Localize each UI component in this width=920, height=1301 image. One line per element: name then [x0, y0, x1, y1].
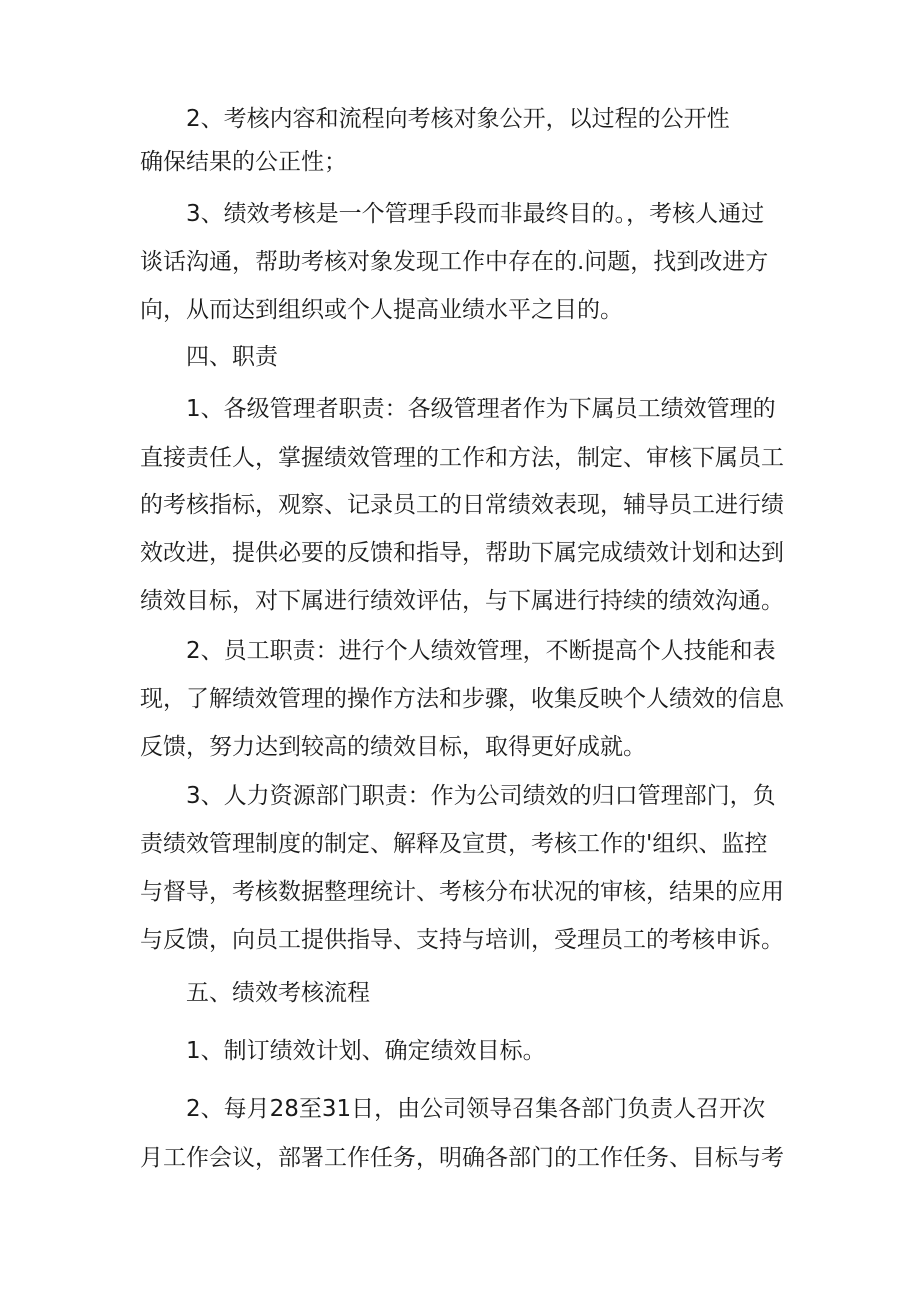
- text-line: 效改进，提供必要的反馈和指导，帮助下属完成绩效计划和达到: [140, 540, 784, 566]
- text-line: 月工作会议，部署工作任务，明确各部门的工作任务、目标与考: [140, 1145, 784, 1171]
- text-line: 1、制订绩效计划、确定绩效目标。: [186, 1038, 546, 1064]
- text-line: 3、绩效考核是一个管理手段而非最终目的。，考核人通过: [186, 201, 765, 227]
- section-heading: 四、职责: [186, 344, 278, 370]
- text-line: 3、人力资源部门职责：作为公司绩效的归口管理部门，负: [186, 783, 776, 809]
- text-line: 现，了解绩效管理的操作方法和步骤，收集反映个人绩效的信息: [140, 686, 784, 712]
- text-line: 的考核指标，观察、记录员工的日常绩效表现，辅导员工进行绩: [140, 492, 784, 518]
- text-line: 责绩效管理制度的制定、解释及宣贯，考核工作的'组织、监控: [140, 831, 768, 857]
- text-line: 向，从而达到组织或个人提高业绩水平之目的。: [140, 297, 623, 323]
- section-heading: 五、绩效考核流程: [186, 980, 370, 1006]
- text-line: 2、每月28至31日，由公司领导召集各部门负责人召开次: [186, 1096, 766, 1122]
- text-line: 与督导，考核数据整理统计、考核分布状况的审核，结果的应用: [140, 879, 784, 905]
- text-line: 绩效目标，对下属进行绩效评估，与下属进行持续的绩效沟通。: [140, 588, 784, 614]
- text-line: 直接责任人，掌握绩效管理的工作和方法，制定、审核下属员工: [140, 445, 784, 471]
- text-line: 与反馈，向员工提供指导、支持与培训，受理员工的考核申诉。: [140, 927, 784, 953]
- text-line: 2、员工职责：进行个人绩效管理，不断提高个人技能和表: [186, 638, 776, 664]
- text-line: 1、各级管理者职责：各级管理者作为下属员工绩效管理的: [186, 396, 776, 422]
- text-line: 反馈，努力达到较高的绩效目标，取得更好成就。: [140, 734, 646, 760]
- text-line: 2、考核内容和流程向考核对象公开，以过程的公开性: [186, 106, 730, 132]
- text-line: 确保结果的公正性；: [140, 149, 347, 175]
- text-line: 谈话沟通，帮助考核对象发现工作中存在的.问题，找到改进方: [140, 249, 769, 275]
